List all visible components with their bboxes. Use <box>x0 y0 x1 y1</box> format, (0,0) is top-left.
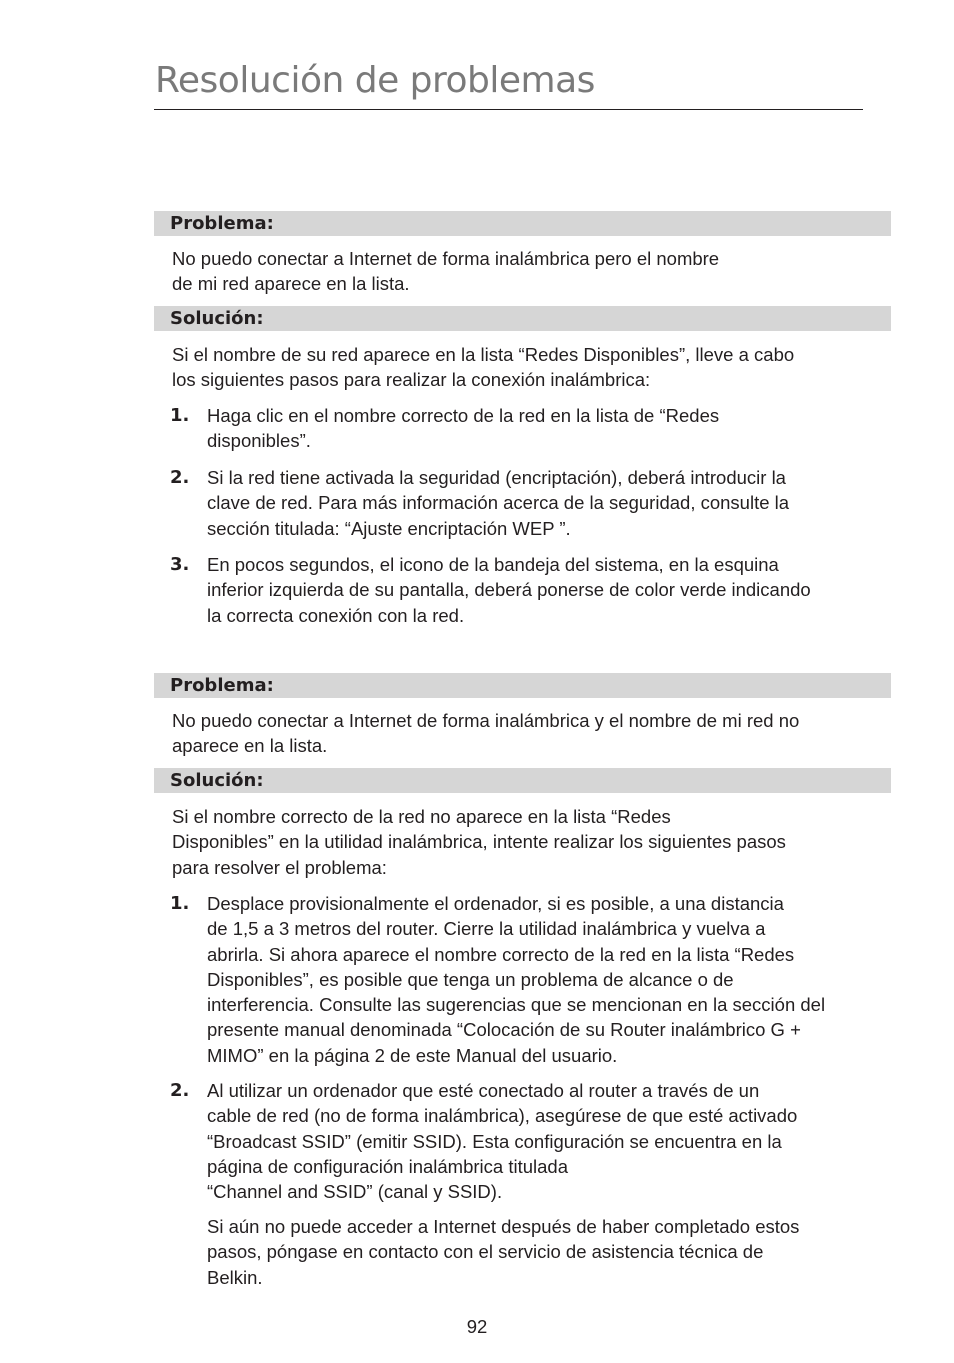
step-text <box>207 465 789 541</box>
text-line: abrirla. Si ahora aparece el nombre correcto de la red en la lista “Redes <box>207 943 795 965</box>
text-line: Si la red tiene activada la seguridad (encriptación), deberá introducir la <box>207 467 786 488</box>
problem-header-2: Problema: <box>154 673 891 698</box>
text-line: sección titulada: “Ajuste encriptación WEP ”. <box>207 517 571 539</box>
text-line: Desplace provisionalmente el ordenador, si es posible, a una distancia <box>207 893 784 914</box>
closing-text <box>207 1214 799 1290</box>
text-line: de 1,5 a 3 metros del router. Cierre la utilidad inalámbrica y vuelva a <box>207 918 766 940</box>
solution-intro-1 <box>172 342 794 393</box>
text-line: Si el nombre de su red aparece en la lista “Redes Disponibles”, lleve a cabo <box>172 344 795 365</box>
solution-intro-2 <box>172 804 786 880</box>
solution-header-2: Solución: <box>154 768 891 793</box>
text-line: MIMO” en la página 2 de este Manual del usuario. <box>207 1044 618 1066</box>
text-line: cable de red (no de forma inalámbrica), asegúrese de que esté activado <box>207 1105 798 1127</box>
text-line: “Broadcast SSID” (emitir SSID). Esta configuración se encuentra en la <box>207 1130 782 1152</box>
problem-header-1: Problema: <box>154 211 891 236</box>
title-divider <box>154 109 863 110</box>
text-line: Disponibles”, es posible que tenga un problema de alcance o de <box>207 968 734 990</box>
page-title: Resolución de problemas <box>155 60 595 101</box>
text-line: disponibles”. <box>207 430 311 452</box>
solution-header-1: Solución: <box>154 306 891 331</box>
text-line: Disponibles” en la utilidad inalámbrica, intente realizar los siguientes pasos <box>172 831 786 853</box>
text-line: Haga clic en el nombre correcto de la red en la lista de “Redes <box>207 405 720 426</box>
text-line: los siguientes pasos para realizar la conexión inalámbrica: <box>172 369 651 391</box>
step-text <box>207 403 719 454</box>
text-line: inferior izquierda de su pantalla, deberá ponerse de color verde indicando <box>207 579 811 601</box>
text-line: Si el nombre correcto de la red no aparece en la lista “Redes <box>172 806 671 827</box>
text-line: aparece en la lista. <box>172 735 328 757</box>
text-line: la correcta conexión con la red. <box>207 604 465 626</box>
text-line: para resolver el problema: <box>172 856 387 878</box>
text-line: Si aún no puede acceder a Internet después de haber completado estos <box>207 1216 800 1237</box>
step-number: 1. <box>170 405 190 426</box>
text-line: clave de red. Para más información acerca de la seguridad, consulte la <box>207 492 790 514</box>
step-number: 2. <box>170 467 190 488</box>
text-line: página de configuración inalámbrica titulada <box>207 1155 568 1177</box>
step-number: 1. <box>170 893 190 914</box>
text-line: presente manual denominada “Colocación de su Router inalámbrico G + <box>207 1019 801 1041</box>
text-line: No puedo conectar a Internet de forma inalámbrica pero el nombre <box>172 248 720 269</box>
text-line: Al utilizar un ordenador que esté conectado al router a través de un <box>207 1080 760 1101</box>
text-line: “Channel and SSID” (canal y SSID). <box>207 1181 503 1203</box>
text-line: interferencia. Consulte las sugerencias que se mencionan en la sección del <box>207 994 826 1016</box>
text-line: En pocos segundos, el icono de la bandeja del sistema, en la esquina <box>207 554 779 575</box>
problem-text-2 <box>172 708 799 759</box>
text-line: de mi red aparece en la lista. <box>172 273 410 295</box>
step-text <box>207 552 811 628</box>
text-line: No puedo conectar a Internet de forma inalámbrica y el nombre de mi red no <box>172 710 800 731</box>
page-number: 92 <box>466 1316 488 1337</box>
problem-text-1 <box>172 246 719 297</box>
step-text <box>207 891 825 1068</box>
step-text <box>207 1078 797 1204</box>
text-line: Belkin. <box>207 1266 263 1288</box>
step-number: 3. <box>170 554 190 575</box>
text-line: pasos, póngase en contacto con el servicio de asistencia técnica de <box>207 1241 764 1263</box>
step-number: 2. <box>170 1080 190 1101</box>
